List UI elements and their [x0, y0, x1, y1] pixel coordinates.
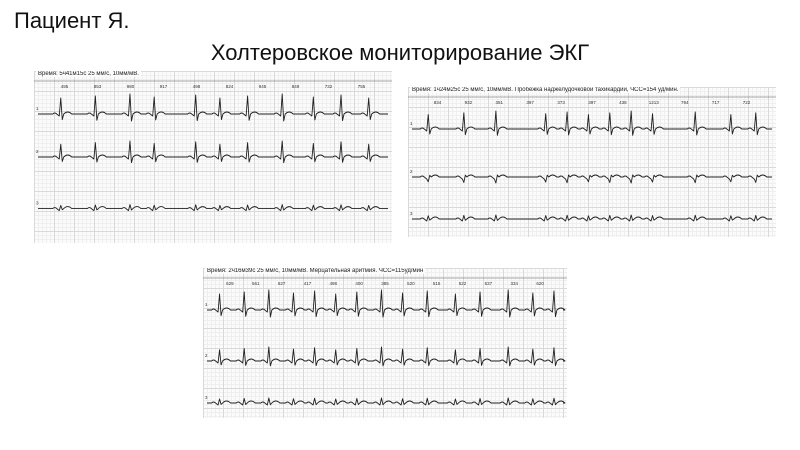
lead-label: 3 — [205, 395, 208, 400]
rr-interval-label: 397 — [526, 100, 534, 105]
lead-label: 2 — [36, 149, 39, 154]
rr-interval-label: 498 — [192, 84, 201, 89]
rr-interval-label: 980 — [126, 84, 135, 89]
rr-interval-label: 351 — [495, 100, 504, 105]
rr-interval-label: 561 — [252, 281, 260, 286]
rr-interval-label: 397 — [588, 100, 596, 105]
rr-interval-label: 520 — [407, 281, 415, 286]
ecg-lead-trace — [207, 290, 565, 317]
lead-label: 1 — [410, 121, 413, 126]
rr-interval-label: 498 — [329, 281, 338, 286]
rr-interval-label: 722 — [742, 100, 751, 105]
rr-interval-label: 400 — [355, 281, 363, 286]
rr-interval-label: 522 — [458, 281, 467, 286]
rr-interval-label: 849 — [291, 84, 300, 89]
rr-interval-label: 853 — [93, 84, 102, 89]
ecg-strip-header: Время: 1ч24м25с 25 мм/с, 10мм/мВ. Пробежка наджелудочковой тахикардии, ЧСС=154 уд/мин. — [412, 87, 679, 93]
ecg-tracing-1 — [34, 71, 392, 243]
ecg-lead-trace — [412, 111, 772, 135]
slide-title: Холтеровское мониторирование ЭКГ — [210, 40, 590, 65]
ecg-tracing-3 — [203, 268, 567, 418]
rr-interval-label: 917 — [159, 84, 168, 89]
rr-interval-label: 627 — [277, 281, 286, 286]
rr-interval-label: 334 — [510, 281, 518, 286]
rr-interval-label: 417 — [303, 281, 312, 286]
ecg-strip-3 — [203, 268, 567, 418]
ecg-lead-trace — [38, 94, 388, 121]
rr-interval-label: 495 — [60, 84, 69, 89]
rr-interval-label: 438 — [619, 100, 627, 105]
ecg-lead-trace — [38, 205, 388, 211]
lead-label: 2 — [410, 169, 413, 174]
ecg-strip-header: Время: 5ч41м15с 25 мм/с, 10мм/мВ. — [38, 71, 139, 77]
rr-interval-label: 755 — [357, 84, 366, 89]
ecg-lead-trace — [207, 347, 565, 366]
lead-label: 1 — [36, 106, 39, 111]
rr-interval-label: 373 — [557, 100, 565, 105]
ecg-strip-1 — [34, 71, 392, 243]
rr-interval-label: 732 — [324, 84, 333, 89]
ecg-tracing-2 — [408, 87, 776, 237]
rr-interval-label: 794 — [680, 100, 689, 105]
ecg-strip-2 — [408, 87, 776, 237]
ecg-lead-trace — [412, 175, 772, 183]
rr-interval-label: 1213 — [648, 100, 659, 105]
ecg-lead-trace — [38, 141, 388, 163]
rr-interval-label: 717 — [711, 100, 720, 105]
rr-interval-label: 945 — [258, 84, 267, 89]
lead-label: 3 — [410, 211, 413, 216]
rr-interval-label: 620 — [536, 281, 544, 286]
ecg-lead-trace — [207, 398, 565, 405]
ecg-strip-header: Время: 2ч16м39с 25 мм/с, 10мм/мВ. Мерцательная аритмия. ЧСС=115уд/мин — [207, 268, 424, 274]
patient-label: Пациент Я. — [14, 8, 130, 33]
rr-interval-label: 385 — [381, 281, 389, 286]
lead-label: 1 — [205, 302, 208, 307]
ecg-lead-trace — [412, 215, 772, 221]
lead-label: 3 — [36, 200, 39, 206]
rr-interval-label: 537 — [484, 281, 493, 286]
rr-interval-label: 824 — [225, 84, 234, 89]
rr-interval-label: 932 — [464, 100, 473, 105]
rr-interval-label: 834 — [433, 100, 442, 105]
rr-interval-label: 515 — [432, 281, 441, 286]
rr-interval-label: 629 — [226, 281, 234, 286]
lead-label: 2 — [205, 353, 208, 358]
